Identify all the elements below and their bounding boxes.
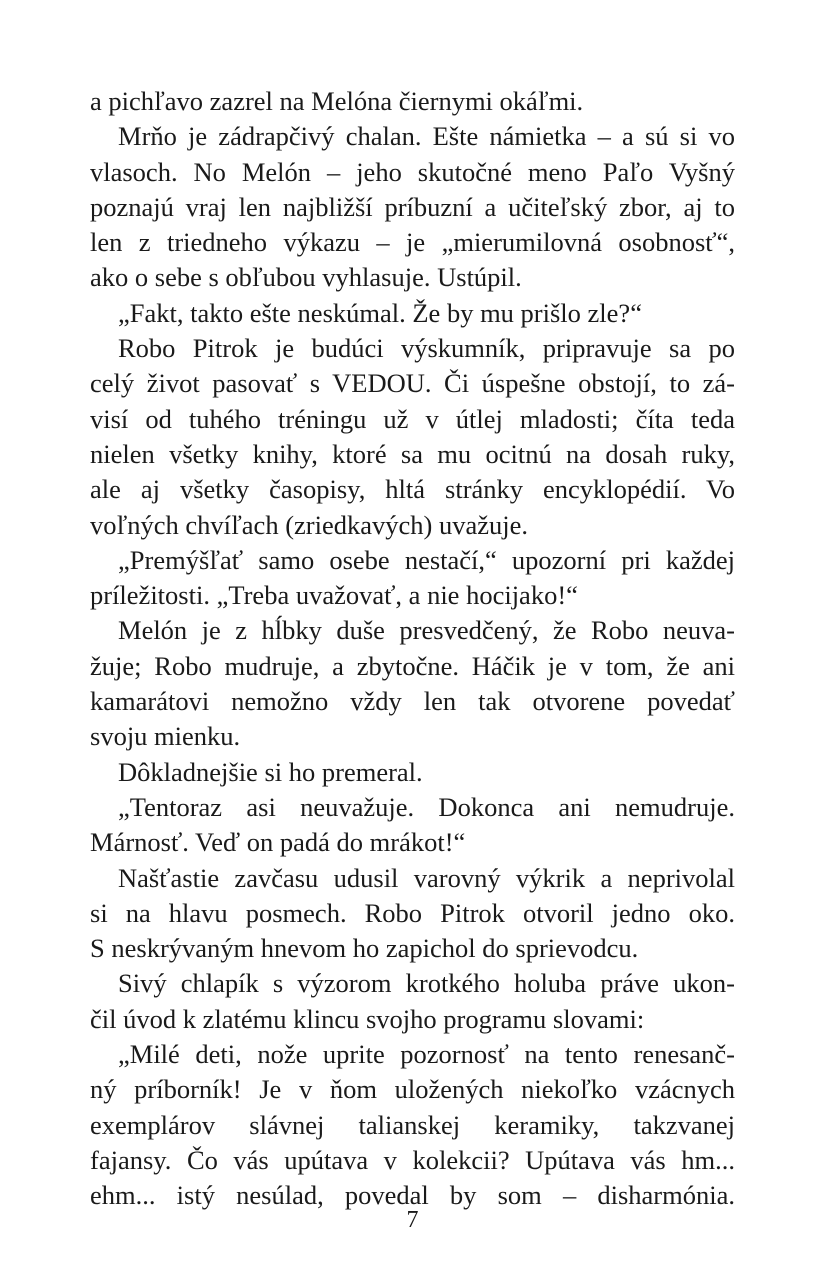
- text-line: Mrňo je zádrapčivý chalan. Ešte námietka – a sú si vo: [118, 121, 735, 152]
- text-line: „Fakt, takto ešte neskúmal. Že by mu prišlo zle?“: [118, 297, 642, 328]
- text-line: ehm... istý nesúlad, povedal by som – disharmónia.: [90, 1180, 735, 1211]
- text-line: vlasoch. No Melón – jeho skutočné meno Paľo Vyšný: [90, 156, 735, 187]
- page-number: 7: [406, 1207, 419, 1233]
- text-line: príležitosti. „Treba uvažovať, a nie hocijako!“: [90, 580, 578, 611]
- text-line: „Tentoraz asi neuvažuje. Dokonca ani nemudruje.: [118, 791, 735, 822]
- text-line: ný príborník! Je v ňom uložených niekoľko vzácnych: [90, 1074, 735, 1105]
- text-line: Dôkladnejšie si ho premeral.: [118, 756, 423, 787]
- text-line: len z triedneho výkazu – je „mierumilovná osobnosť“,: [90, 227, 735, 258]
- text-line: celý život pasovať s VEDOU. Či úspešne obstojí, to zá-: [90, 368, 735, 399]
- text-line: „Milé deti, nože uprite pozornosť na tento renesanč-: [118, 1039, 735, 1070]
- text-line: čil úvod k zlatému klincu svojho programu slovami:: [90, 1003, 645, 1034]
- text-line: a pichľavo zazrel na Melóna čiernymi okáľmi.: [90, 86, 584, 116]
- text-line: S neskrývaným hnevom ho zapichol do sprievodcu.: [90, 933, 639, 964]
- text-line: exemplárov slávnej talianskej keramiky, takzvanej: [90, 1109, 735, 1140]
- text-line: „Premýšľať samo osebe nestačí,“ upozorní pri každej: [118, 544, 735, 575]
- text-line: poznajú vraj len najbližší príbuzní a učiteľský zbor, aj to: [90, 191, 735, 222]
- text-line: Našťastie zavčasu udusil varovný výkrik a neprivolal: [118, 862, 735, 893]
- text-line: voľných chvíľach (zriedkavých) uvažuje.: [90, 509, 528, 540]
- text-line: ako o sebe s obľubou vyhlasuje. Ustúpil.: [90, 262, 522, 293]
- text-line: ale aj všetky časopisy, hltá stránky encyklopédií. Vo: [90, 474, 735, 505]
- text-line: visí od tuhého tréningu už v útlej mladosti; číta teda: [90, 403, 735, 434]
- text-line: nielen všetky knihy, ktoré sa mu ocitnú na dosah ruky,: [90, 438, 735, 469]
- text-line: žuje; Robo mudruje, a zbytočne. Háčik je v tom, že ani: [90, 650, 735, 681]
- body-text: [90, 84, 735, 1214]
- text-line: fajansy. Čo vás upútava v kolekcii? Upútava vás hm...: [90, 1144, 735, 1175]
- text-line: Robo Pitrok je budúci výskumník, pripravuje sa po: [118, 333, 735, 364]
- text-line: si na hlavu posmech. Robo Pitrok otvoril jedno oko.: [90, 897, 735, 928]
- text-line: svoju mienku.: [90, 721, 241, 752]
- text-line: Sivý chlapík s výzorom krotkého holuba práve ukon-: [118, 968, 735, 999]
- text-line: Melón je z hĺbky duše presvedčený, že Robo neuva-: [118, 615, 735, 646]
- text-line: kamarátovi nemožno vždy len tak otvorene povedať: [90, 686, 735, 717]
- text-line: Márnosť. Veď on padá do mrákot!“: [90, 827, 466, 858]
